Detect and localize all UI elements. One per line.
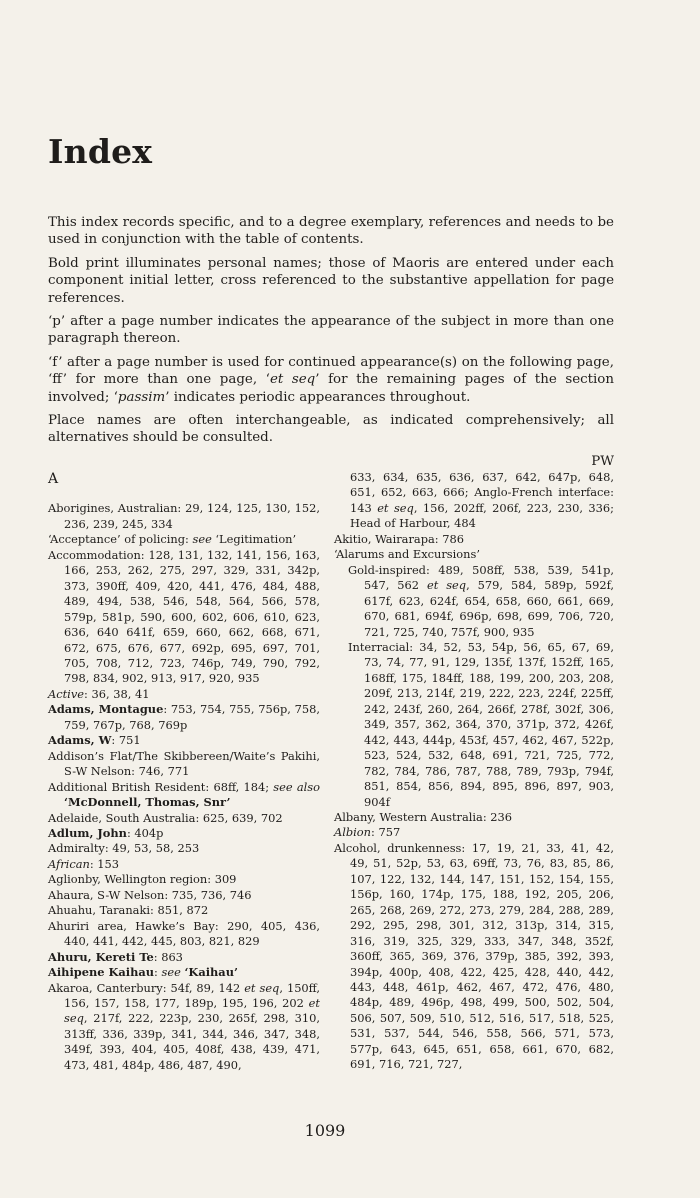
index-subentry [334, 563, 614, 640]
section-letter: A [48, 471, 59, 487]
entry-text: Additional British Resident: 68ff, 184; [48, 779, 274, 794]
intro-text: ’ for the remaining pages of the section involved; ‘ [48, 372, 614, 405]
entry-continuation [334, 470, 614, 532]
intro-italic: passim [117, 389, 166, 405]
entry-text: : 863 [153, 949, 183, 964]
index-entry: Addison’s Flat/The Skibbereen/Waite’s Pakihi, S-W Nelson: 746, 771 [48, 748, 320, 779]
entry-ship-name: Active [48, 686, 85, 701]
entry-italic: et seq [426, 578, 467, 593]
intro-italic: et seq [269, 372, 316, 388]
entry-text: , 217f, 222, 223p, 230, 265f, 298, 310, 313ff, 336, 339p, 341, 344, 346, 347, 348, 349f, 393, 404, 405, 408f, 438, 439, 471, 473, 481, 484p, 486, 487, 490, [64, 1011, 320, 1072]
entry-see: see [161, 965, 181, 980]
entry-see: see [192, 532, 212, 547]
entry-ship-name: African [48, 856, 90, 871]
index-entry [48, 857, 320, 872]
index-column-left [48, 470, 320, 1073]
index-entry [48, 981, 320, 1074]
index-entry: Ahuriri area, Hawke’s Bay: 290, 405, 436, 440, 441, 442, 445, 803, 821, 829 [48, 918, 320, 949]
entry-text: 633, 634, 635, 636, 637, 642, 647p, 648, 651, 652, 663, 666; Anglo-French interface: 143 [350, 470, 614, 515]
entry-italic: et seq [64, 995, 320, 1026]
intro-paragraph: ‘p’ after a page number indicates the appearance of the subject in more than one paragraph thereon. [48, 314, 614, 347]
entry-text: : 153 [89, 856, 120, 871]
page-number: 1099 [304, 1121, 346, 1140]
index-entry: Adelaide, South Australia: 625, 639, 702 [48, 810, 283, 825]
index-entry: Aborigines, Australian: 29, 124, 125, 130, 152, 236, 239, 245, 334 [48, 501, 320, 531]
intro-paragraph: This index records specific, and to a degree exemplary, references and needs to be used in conjunction with the table of contents. [48, 215, 614, 248]
intro-paragraph: Bold print illuminates personal names; those of Maoris are entered under each component initial letter, cross referenced to the substantive appellation for page references. [48, 255, 614, 306]
index-introduction [48, 214, 614, 470]
index-entry: Ahuahu, Taranaki: 851, 872 [48, 903, 209, 918]
entry-text: : 751 [111, 733, 141, 748]
entry-text: : 404p [126, 825, 164, 840]
entry-person-name: Aihipene Kaihau [48, 965, 155, 980]
index-entry [48, 950, 320, 965]
index-entry: Admiralty: 49, 53, 58, 253 [48, 841, 200, 856]
index-subentry: Interracial: 34, 52, 53, 54p, 56, 65, 67, 69, 73, 74, 77, 91, 129, 135f, 137f, 152ff, 165, 168ff, 175, 184ff, 188, 199, 200, 203, 208, 209f, 213, 214f, 219, 222, 223, 224f, 225ff, 242, 243f, 260, 264, 266f, 278f, 302f, 306, 349, 357, 362, 364, 370, 371p, 372, 426f, 442, 443, 444p, 453f, 457, 462, 467, 522p, 523, 524, 532, 648, 691, 721, 725, 772, 782, 784, 786, 787, 788, 789, 793p, 794f, 851, 854, 856, 894, 895, 896, 897, 903, 904f [348, 639, 614, 809]
index-entry: Alcohol, drunkenness: 17, 19, 21, 33, 41, 42, 49, 51, 52p, 53, 63, 69ff, 73, 76, 83, 85, 86, 107, 122, 132, 144, 147, 151, 152, 154, 155, 156p, 160, 174p, 175, 188, 192, 205, 206, 265, 268, 269, 272, 273, 279, 284, 288, 289, 292, 295, 298, 301, 312, 313p, 314, 315, 316, 319, 325, 329, 333, 347, 348, 352f, 360ff, 365, 369, 376, 379p, 385, 392, 393, 394p, 400p, 408, 422, 425, 428, 440, 442, 443, 448, 461p, 462, 467, 472, 476, 480, 484p, 489, 496p, 498, 499, 500, 502, 504, 506, 507, 509, 510, 512, 516, 517, 518, 525, 531, 537, 544, 546, 558, 566, 571, 573, 577p, 643, 645, 651, 658, 661, 670, 682, 691, 716, 721, 727, [334, 840, 614, 1072]
index-entry: Ahaura, S-W Nelson: 735, 736, 746 [48, 887, 252, 902]
index-entry: ‘Alarums and Excursions’ [334, 547, 480, 562]
entry-text: : [154, 965, 162, 980]
entry-cross-reference: ‘Kaihau’ [184, 965, 238, 980]
entry-text: , 579, 584, 589p, 592f, 617f, 623, 624f, 654, 658, 660, 661, 669, 670, 681, 694f, 696p, 698, 699, 706, 720, 721, 725, 740, 757f, 900, 935 [364, 578, 614, 639]
index-entry [48, 965, 320, 980]
index-entry: Accommodation: 128, 131, 132, 141, 156, 163, 166, 253, 262, 275, 297, 329, 331, 342p, 373, 390ff, 409, 420, 441, 476, 484, 488, 489, 494, 538, 546, 548, 564, 566, 578, 579p, 581p, 590, 600, 602, 606, 610, 623, 636, 640 641f, 659, 660, 662, 668, 671, 672, 675, 676, 677, 692p, 695, 697, 701, 705, 708, 712, 723, 746p, 749, 790, 792, 798, 834, 902, 913, 917, 920, 935 [48, 547, 320, 686]
entry-person-name: Adams, Montague [48, 702, 164, 717]
index-entry [48, 780, 320, 811]
intro-text: ’ indicates periodic appearances throughout. [165, 389, 471, 405]
index-entry: Albany, Western Australia: 236 [334, 809, 513, 824]
entry-italic: et seq [244, 980, 280, 995]
entry-ship-name: Albion [334, 825, 371, 840]
entry-person-name: Ahuru, Kereti Te [48, 949, 154, 964]
entry-person-name: Adams, W [48, 733, 112, 748]
intro-paragraph [48, 354, 614, 406]
index-entry [48, 733, 320, 748]
entry-text: : 36, 38, 41 [84, 686, 150, 701]
entry-person-name: Adlum, John [48, 825, 127, 840]
intro-text: ‘f’ after a page number is used for continued appearance(s) on the following page, ‘ff’ for more than one page, ‘ [48, 354, 614, 388]
entry-text: , 156, 202ff, 206f, 223, 230, 336; Head of Harbour, 484 [350, 500, 614, 531]
index-entry [334, 825, 614, 840]
index-column-right [334, 470, 614, 1073]
entry-text: : 753, 754, 755, 756p, 758, 759, 767p, 768, 769p [64, 702, 320, 732]
author-initials: PW [591, 453, 614, 469]
index-entry [48, 702, 320, 733]
entry-text: Gold-inspired: 489, 508ff, 538, 539, 541p, 547, 562 [348, 562, 614, 593]
index-entry: Aglionby, Wellington region: 309 [48, 872, 237, 887]
entry-text: : 757 [371, 825, 401, 840]
entry-text: Akaroa, Canterbury: 54f, 89, 142 [48, 980, 245, 995]
entry-text: ‘Legitimation’ [211, 532, 297, 547]
index-entry [48, 687, 320, 702]
index-entry: Akitio, Wairarapa: 786 [334, 531, 464, 546]
page-title: Index [48, 132, 153, 171]
index-entry [48, 532, 320, 547]
index-entry [48, 826, 320, 841]
entry-see: see also [273, 779, 320, 794]
entry-text: ‘Acceptance’ of policing: [48, 532, 193, 547]
entry-italic: et seq [377, 500, 414, 515]
intro-paragraph: Place names are often interchangeable, as indicated comprehensively; all alternatives should be consulted. [48, 413, 614, 446]
entry-cross-reference: ‘McDonnell, Thomas, Snr’ [64, 795, 231, 810]
entry-text: , 150ff, 156, 157, 158, 177, 189p, 195, 196, 202 [64, 980, 320, 1010]
